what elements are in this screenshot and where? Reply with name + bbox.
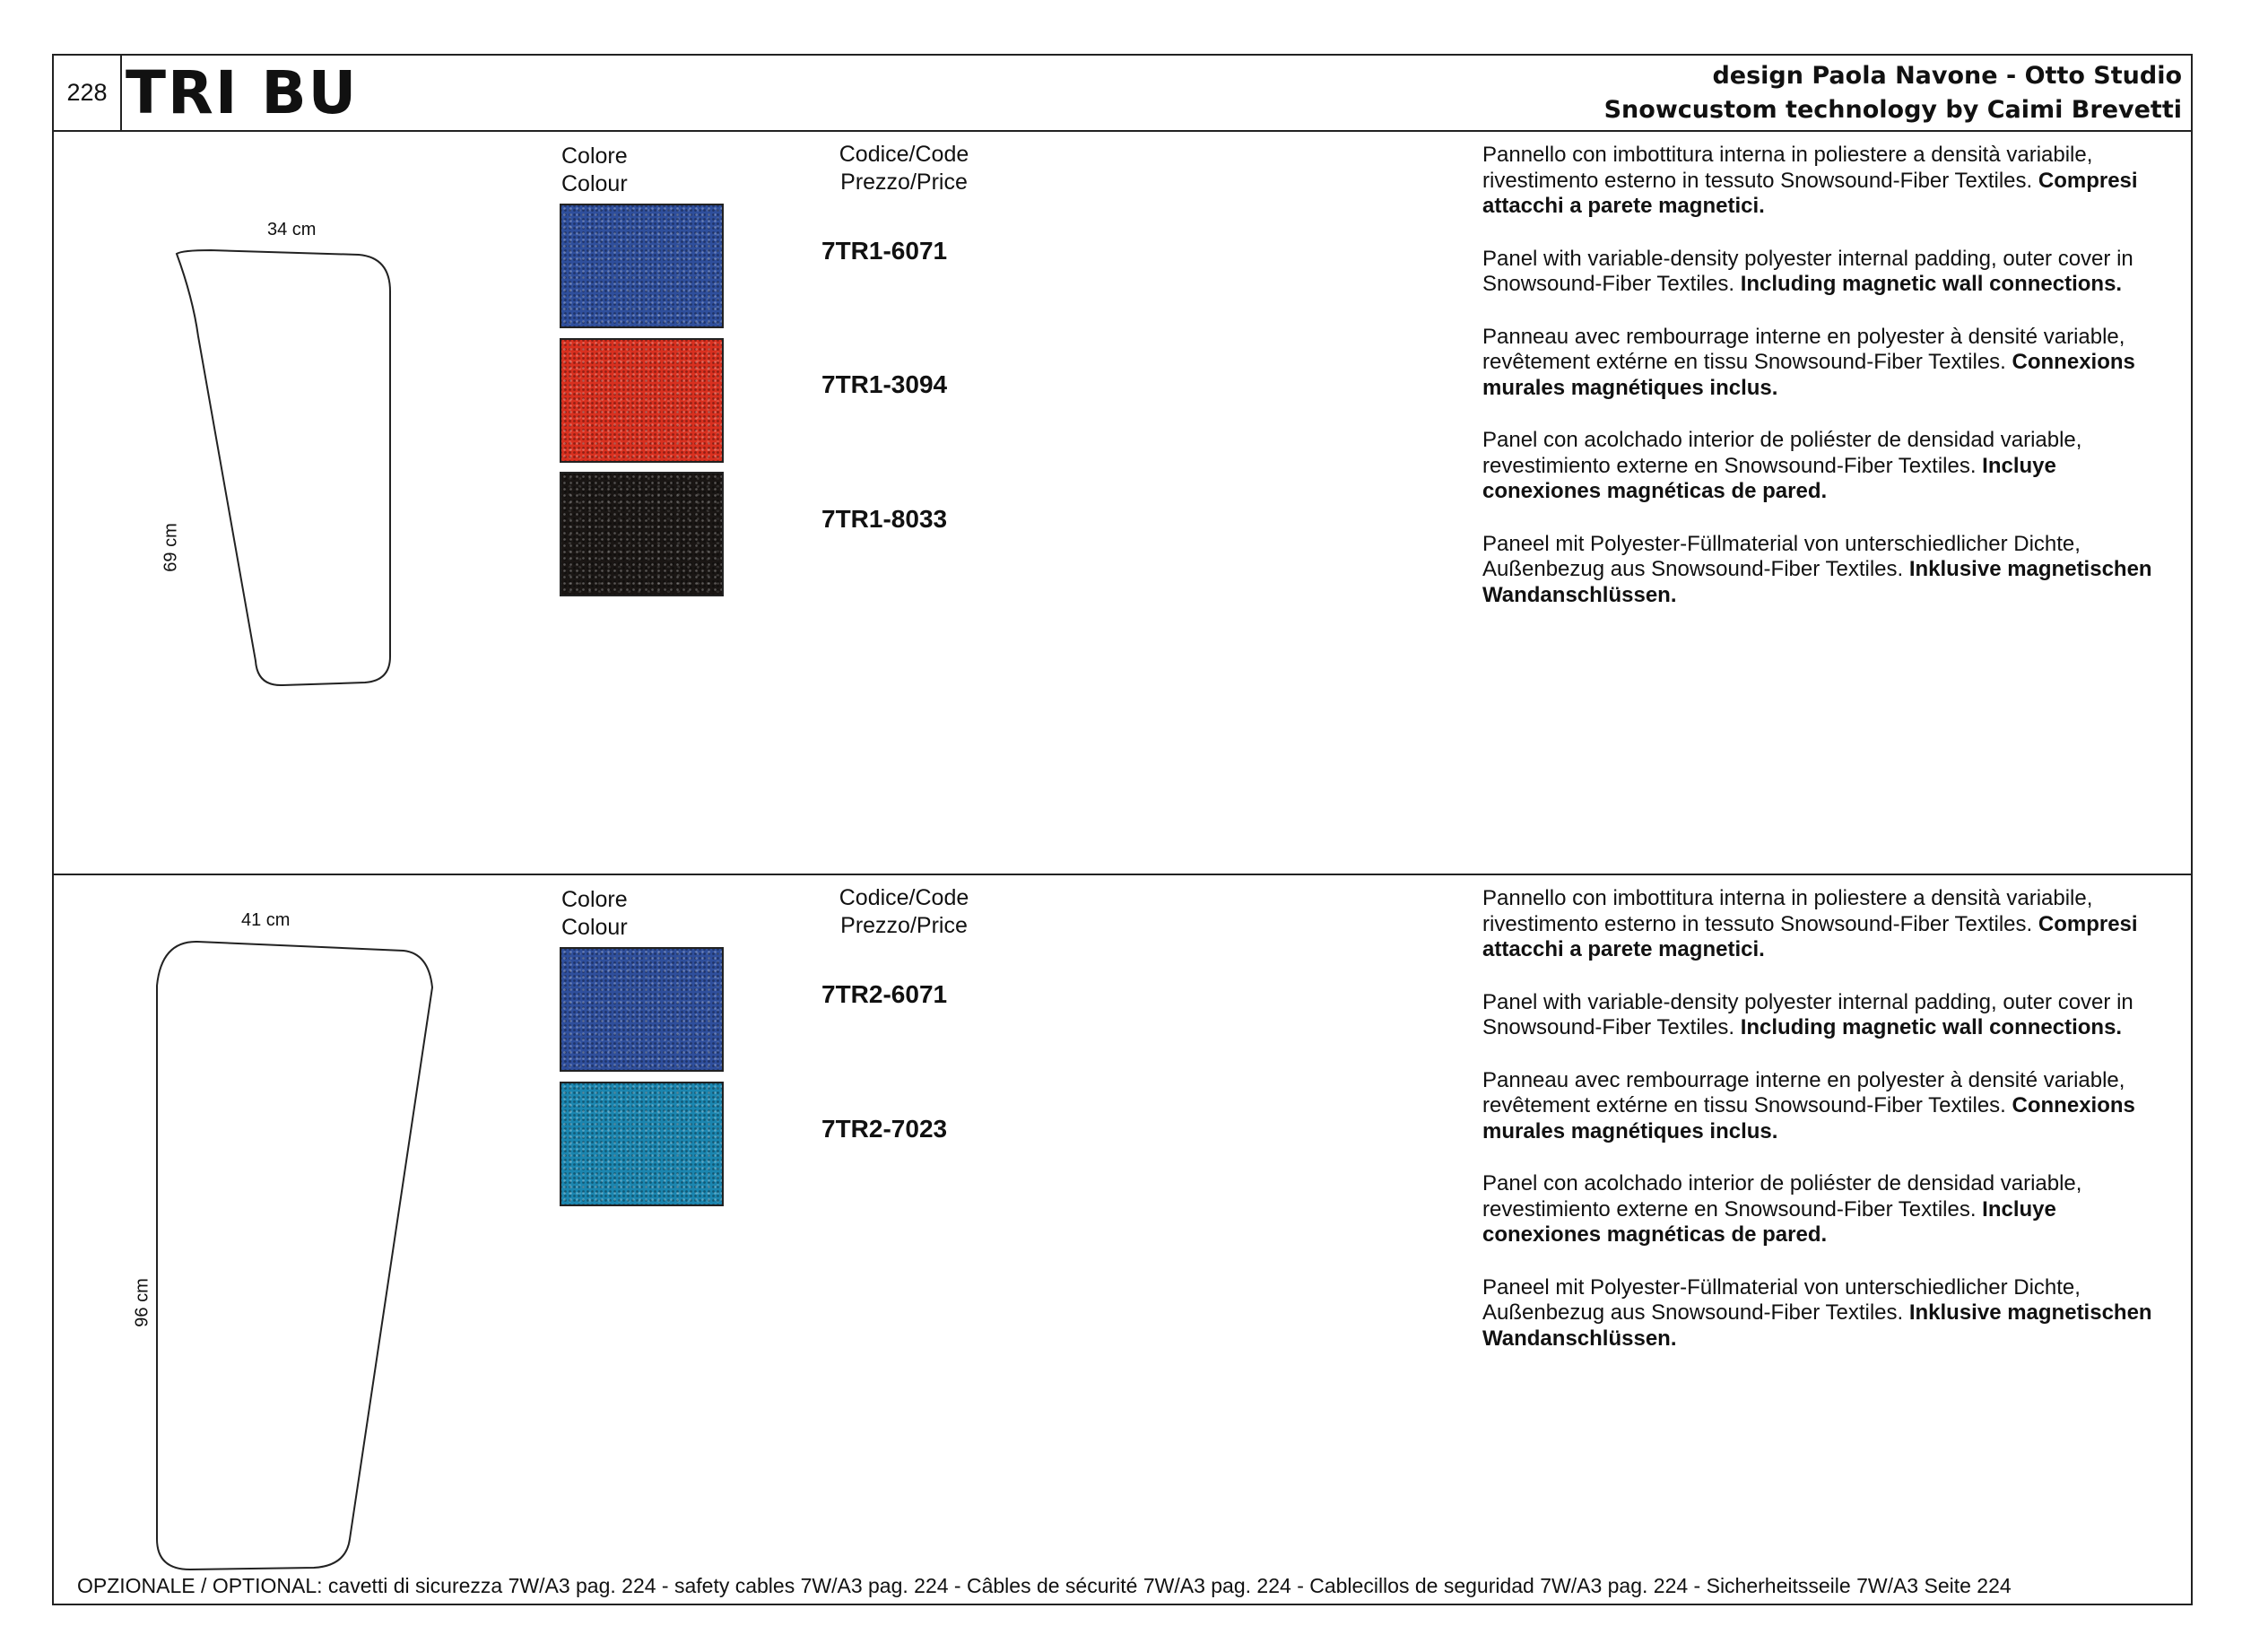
colour-swatch	[560, 947, 724, 1072]
description-german: Paneel mit Polyester-Füllmaterial von unterschiedlicher Dichte, Außenbezug aus Snowsound-Fiber Textiles. Inklusive magnetischen Wandanschlüssen.	[1482, 531, 2152, 607]
product-description	[1482, 143, 2168, 635]
colour-swatch	[560, 472, 724, 596]
colour-header: Colore Colour	[561, 887, 628, 940]
colour-swatch	[560, 338, 724, 463]
product-code: 7TR2-7023	[821, 1115, 948, 1143]
product-2-shape-drawing	[54, 875, 502, 1593]
page-number: 228	[54, 56, 122, 130]
page-frame	[52, 54, 2193, 1605]
code-price-header: Codice/Code Prezzo/Price	[839, 142, 969, 195]
description-german: Paneel mit Polyester-Füllmaterial von unterschiedlicher Dichte, Außenbezug aus Snowsound-Fiber Textiles. Inklusive magnetischen Wandanschlüssen.	[1482, 1274, 2152, 1351]
colour-swatch	[560, 204, 724, 328]
width-dimension: 41 cm	[241, 910, 291, 930]
designer-credit: design Paola Navone - Otto Studio	[1712, 62, 2182, 90]
header	[54, 56, 2191, 132]
product-section-2	[54, 875, 2191, 1605]
page-title: TRI BU	[126, 58, 359, 127]
width-dimension: 34 cm	[267, 220, 317, 239]
code-price-header: Codice/Code Prezzo/Price	[839, 885, 969, 938]
product-code: 7TR1-8033	[821, 505, 948, 533]
technology-credit: Snowcustom technology by Caimi Brevetti	[1603, 96, 2182, 124]
description-spanish: Panel con acolchado interior de poliéster de densidad variable, revestimiento externe en Snowsound-Fiber Textiles. Incluye conexiones magnéticas de pared.	[1482, 428, 2082, 503]
product-description	[1482, 886, 2168, 1378]
product-code: 7TR1-3094	[821, 370, 948, 398]
product-code: 7TR2-6071	[821, 980, 948, 1008]
height-dimension: 96 cm	[132, 1278, 152, 1327]
product-code: 7TR1-6071	[821, 237, 948, 265]
optional-accessories-note: OPZIONALE / OPTIONAL: cavetti di sicurezza 7W/A3 pag. 224 - safety cables 7W/A3 pag. 224 - Câbles de sécurité 7W/A3 pag. 224 - Cablecillos de seguridad 7W/A3 pag. 224 - Sicherheitsseile 7W/A3 Seite 224	[77, 1574, 2012, 1597]
height-dimension: 69 cm	[161, 523, 181, 572]
description-spanish: Panel con acolchado interior de poliéster de densidad variable, revestimiento externe en Snowsound-Fiber Textiles. Incluye conexiones magnéticas de pared.	[1482, 1171, 2082, 1247]
description-french: Panneau avec rembourrage interne en polyester à densité variable, revêtement extérne en tissu Snowsound-Fiber Textiles. Connexions murales magnétiques inclus.	[1482, 1067, 2135, 1143]
description-italian: Pannello con imbottitura interna in poliestere a densità variabile, rivestimento esterno in tessuto Snowsound-Fiber Textiles. Compresi attacchi a parete magnetici.	[1482, 886, 2138, 961]
colour-swatch	[560, 1082, 724, 1206]
description-italian: Pannello con imbottitura interna in poliestere a densità variabile, rivestimento esterno in tessuto Snowsound-Fiber Textiles. Compresi attacchi a parete magnetici.	[1482, 143, 2138, 218]
credits	[1604, 59, 2182, 127]
description-french: Panneau avec rembourrage interne en polyester à densité variable, revêtement extérne en tissu Snowsound-Fiber Textiles. Connexions murales magnétiques inclus.	[1482, 324, 2135, 400]
description-english: Panel with variable-density polyester internal padding, outer cover in Snowsound-Fiber Textiles. Including magnetic wall connections.	[1482, 989, 2133, 1039]
product-section-1	[54, 132, 2191, 875]
description-english: Panel with variable-density polyester internal padding, outer cover in Snowsound-Fiber Textiles. Including magnetic wall connections.	[1482, 246, 2133, 296]
colour-header: Colore Colour	[561, 143, 628, 196]
